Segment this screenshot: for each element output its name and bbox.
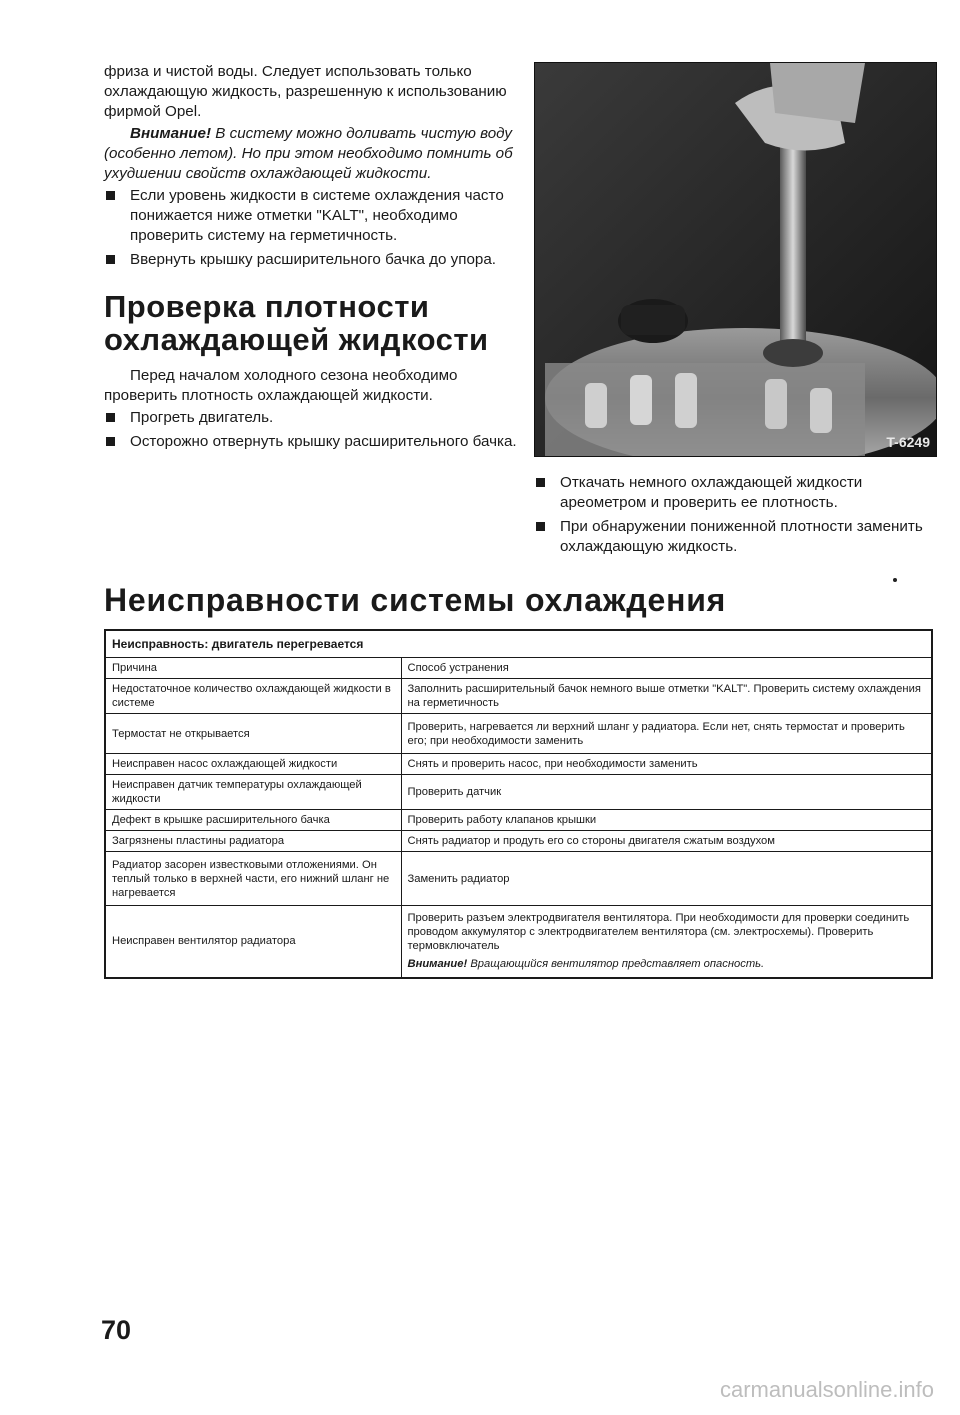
bullet-item: При обнаружении пониженной плотности заменить охлаждающую жидкость. bbox=[534, 517, 936, 557]
bullet-square-icon bbox=[536, 478, 545, 487]
bullet-item: Откачать немного охлаждающей жидкости ареометром и проверить ее плотность. bbox=[534, 473, 936, 513]
remedy-cell: Проверить, нагревается ли верхний шланг у радиатора. Если нет, снять термостат и проверить его; при необходимости заменить bbox=[401, 714, 932, 754]
warning-text: Вращающийся вентилятор представляет опасность. bbox=[467, 958, 765, 971]
cause-cell: Недостаточное количество охлаждающей жидкости в системе bbox=[105, 679, 401, 714]
intro-paragraph: фриза и чистой воды. Следует использовать только охлаждающую жидкость, разрешенную к использованию фирмой Opel. bbox=[104, 63, 507, 120]
table-title-row bbox=[105, 630, 932, 658]
notice-text: В систему можно доливать чистую воду (особенно летом). Но при этом необходимо помнить об ухудшении свойств охлаждающей жидкости. bbox=[104, 125, 513, 182]
table-header-remedy: Способ устранения bbox=[401, 658, 932, 679]
bullet-item: Ввернуть крышку расширительного бачка до упора. bbox=[104, 250, 522, 270]
remedy-cell bbox=[401, 906, 932, 978]
bullet-square-icon bbox=[106, 413, 115, 422]
table-row bbox=[105, 775, 932, 810]
remedy-cell: Проверить работу клапанов крышки bbox=[401, 810, 932, 831]
table-header-row bbox=[105, 658, 932, 679]
notice-paragraph bbox=[104, 124, 522, 184]
cause-cell: Радиатор засорен известковыми отложениями. Он теплый только в верхней части, его нижний шланг не нагревается bbox=[105, 852, 401, 906]
cause-cell: Дефект в крышке расширительного бачка bbox=[105, 810, 401, 831]
watermark: carmanualsonline.info bbox=[719, 1377, 934, 1402]
page-number: 70 bbox=[101, 1315, 132, 1345]
table-row bbox=[105, 906, 932, 978]
section-title: Проверка плотности охлаждающей жидкости bbox=[104, 289, 489, 357]
bullet-item: Если уровень жидкости в системе охлаждения часто понижается ниже отметки "KALT", необходимо проверить систему на герметичность. bbox=[104, 186, 522, 246]
cause-cell: Неисправен вентилятор радиатора bbox=[105, 906, 401, 978]
cause-cell: Загрязнены пластины радиатора bbox=[105, 831, 401, 852]
table-row bbox=[105, 754, 932, 775]
remedy-cell: Снять и проверить насос, при необходимости заменить bbox=[401, 754, 932, 775]
table-row bbox=[105, 852, 932, 906]
table-row bbox=[105, 810, 932, 831]
table-row bbox=[105, 714, 932, 754]
photo-illustration bbox=[535, 63, 936, 456]
hydrometer-photo bbox=[534, 62, 937, 457]
remedy-cell: Заменить радиатор bbox=[401, 852, 932, 906]
bullet-item: Прогреть двигатель. bbox=[104, 408, 522, 428]
section-intro: Перед началом холодного сезона необходимо проверить плотность охлаждающей жидкости. bbox=[104, 367, 458, 404]
bullet-square-icon bbox=[106, 437, 115, 446]
cause-cell: Неисправен датчик температуры охлаждающей жидкости bbox=[105, 775, 401, 810]
left-column bbox=[104, 62, 522, 456]
notice-label: Внимание! bbox=[130, 125, 212, 142]
cause-cell: Неисправен насос охлаждающей жидкости bbox=[105, 754, 401, 775]
bullet-item: Осторожно отвернуть крышку расширительного бачка. bbox=[104, 432, 522, 452]
table-row bbox=[105, 679, 932, 714]
main-heading: Неисправности системы охлаждения bbox=[104, 582, 727, 618]
speck bbox=[893, 578, 897, 582]
table-title: Неисправность: двигатель перегревается bbox=[105, 630, 932, 658]
warning-label: Внимание! bbox=[407, 958, 468, 971]
table-row bbox=[105, 831, 932, 852]
troubleshooting-table bbox=[104, 629, 933, 979]
bullet-square-icon bbox=[106, 191, 115, 200]
table-header-cause: Причина bbox=[105, 658, 401, 679]
cause-cell: Термостат не открывается bbox=[105, 714, 401, 754]
warning-line bbox=[408, 957, 926, 971]
remedy-cell: Заполнить расширительный бачок немного выше отметки "KALT". Проверить систему охлаждения на герметичность bbox=[401, 679, 932, 714]
bullet-square-icon bbox=[106, 255, 115, 264]
remedy-text: Проверить разъем электродвигателя вентилятора. При необходимости для проверки соединить проводом аккумулятор с электродвигателем вентилятора (см. электросхемы). Проверить термовключатель bbox=[407, 912, 910, 953]
remedy-cell: Проверить датчик bbox=[401, 775, 932, 810]
photo-label: T-6249 bbox=[886, 434, 930, 450]
right-column bbox=[534, 62, 936, 561]
bullet-square-icon bbox=[536, 522, 545, 531]
remedy-cell: Снять радиатор и продуть его со стороны двигателя сжатым воздухом bbox=[401, 831, 932, 852]
right-text bbox=[534, 473, 936, 557]
